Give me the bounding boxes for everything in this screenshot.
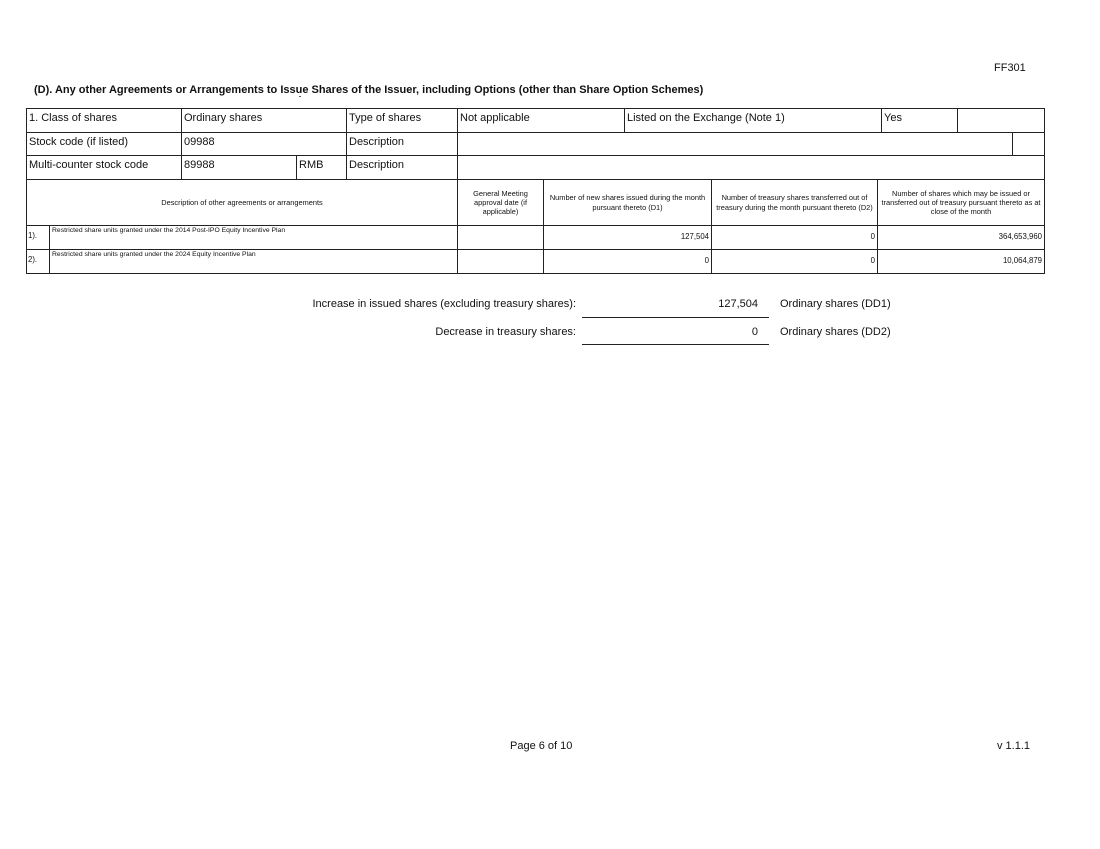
class-row bbox=[27, 109, 1044, 133]
decrease-underline bbox=[582, 344, 769, 345]
description-label-2: Description bbox=[347, 156, 458, 179]
increase-label: Increase in issued shares (excluding treasury shares): bbox=[312, 298, 576, 310]
increase-value: 127,504 bbox=[718, 298, 758, 310]
listed-value: Yes bbox=[882, 109, 958, 132]
row-description: Restricted share units granted under the 2024 Equity Incentive Plan bbox=[50, 250, 458, 273]
table-row bbox=[27, 250, 1044, 273]
listed-extra-cell bbox=[958, 109, 1044, 132]
currency-value: RMB bbox=[297, 156, 347, 179]
increase-underline bbox=[582, 317, 769, 318]
row-may-be-issued: 364,653,960 bbox=[998, 232, 1042, 241]
row-new-shares: 127,504 bbox=[544, 226, 712, 249]
stock-code-label: Stock code (if listed) bbox=[27, 133, 182, 155]
share-class-table bbox=[26, 108, 1045, 274]
row-description: Restricted share units granted under the 2014 Post-IPO Equity Incentive Plan bbox=[50, 226, 458, 249]
version-label: v 1.1.1 bbox=[997, 740, 1031, 752]
header-new-shares: Number of new shares issued during the month pursuant thereto (D1) bbox=[544, 180, 712, 225]
stray-mark bbox=[299, 96, 301, 97]
row-new-shares: 0 bbox=[544, 250, 712, 273]
decrease-unit: Ordinary shares (DD2) bbox=[780, 326, 891, 338]
description-label: Description bbox=[347, 133, 458, 155]
row-index: 1). bbox=[27, 226, 50, 249]
description-value bbox=[458, 133, 1013, 155]
multi-counter-label: Multi-counter stock code bbox=[27, 156, 182, 179]
row-may-be-issued: 10,064,879 bbox=[1002, 256, 1042, 265]
table-header-row bbox=[27, 180, 1044, 226]
table-row bbox=[27, 226, 1044, 250]
section-title: (D). Any other Agreements or Arrangements to Issue Shares of the Issuer, including Options (other than Share Option Schemes) bbox=[34, 84, 704, 96]
stock-code-row bbox=[27, 133, 1044, 156]
row-treasury-transferred: 0 bbox=[712, 250, 878, 273]
description-value-2 bbox=[458, 156, 1044, 179]
multi-counter-value: 89988 bbox=[182, 156, 297, 179]
decrease-value: 0 bbox=[751, 326, 758, 338]
form-code: FF301 bbox=[994, 62, 1026, 74]
increase-unit: Ordinary shares (DD1) bbox=[780, 298, 891, 310]
header-description: Description of other agreements or arrangements bbox=[27, 180, 458, 225]
row-treasury-transferred: 0 bbox=[712, 226, 878, 249]
header-treasury-transferred: Number of treasury shares transferred out of treasury during the month pursuant thereto (D2) bbox=[712, 180, 878, 225]
class-value: Ordinary shares bbox=[182, 109, 347, 132]
type-label: Type of shares bbox=[347, 109, 458, 132]
multi-counter-row bbox=[27, 156, 1044, 180]
description-extra-cell bbox=[1013, 133, 1044, 155]
header-approval-date: General Meeting approval date (if applicable) bbox=[458, 180, 544, 225]
listed-label: Listed on the Exchange (Note 1) bbox=[625, 109, 882, 132]
row-approval-date bbox=[458, 250, 544, 273]
page-number: Page 6 of 10 bbox=[510, 740, 573, 752]
decrease-label: Decrease in treasury shares: bbox=[435, 326, 576, 338]
row-approval-date bbox=[458, 226, 544, 249]
class-label: 1. Class of shares bbox=[27, 109, 182, 132]
row-index: 2). bbox=[27, 250, 50, 273]
type-value: Not applicable bbox=[458, 109, 625, 132]
header-may-be-issued: Number of shares which may be issued or transferred out of treasury pursuant thereto as at close of the month bbox=[881, 188, 1041, 217]
stock-code-value: 09988 bbox=[182, 133, 347, 155]
